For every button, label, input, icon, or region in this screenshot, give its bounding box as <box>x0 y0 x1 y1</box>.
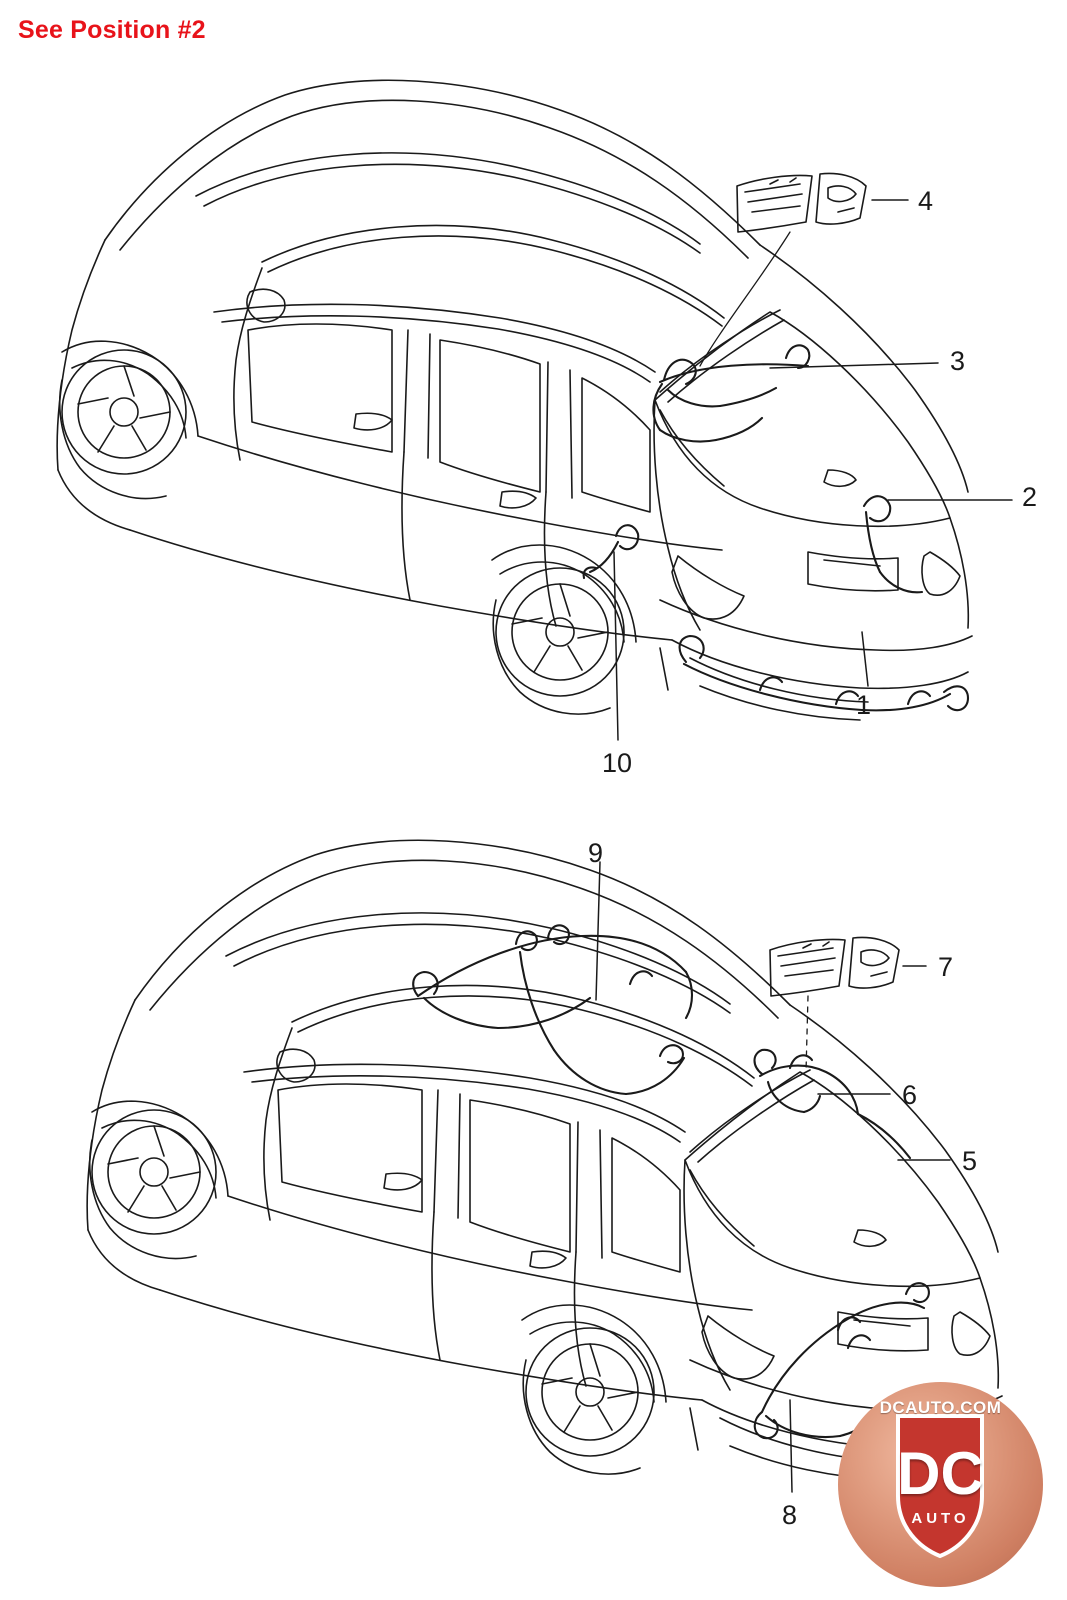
callout-2: 2 <box>1022 482 1038 512</box>
callout-8: 8 <box>782 1500 798 1530</box>
callout-9: 9 <box>588 838 604 868</box>
upper-module-4 <box>700 174 866 367</box>
callout-7: 7 <box>938 952 954 982</box>
upper-vehicle-illustration <box>57 80 972 720</box>
watermark-subtitle: AUTO <box>911 1510 970 1527</box>
upper-harness-lines <box>584 345 968 710</box>
lower-harness-lines <box>413 925 929 1438</box>
callout-5: 5 <box>962 1146 978 1176</box>
callout-3: 3 <box>950 346 966 376</box>
callout-4: 4 <box>918 186 934 216</box>
watermark-initials: DC <box>897 1440 984 1507</box>
callout-10: 10 <box>602 748 633 778</box>
watermark-logo <box>838 1382 1052 1587</box>
watermark-url: DCAUTO.COM <box>879 1398 1002 1417</box>
callout-6: 6 <box>902 1080 918 1110</box>
callout-1: 1 <box>856 690 872 720</box>
page-title: See Position #2 <box>18 16 206 44</box>
